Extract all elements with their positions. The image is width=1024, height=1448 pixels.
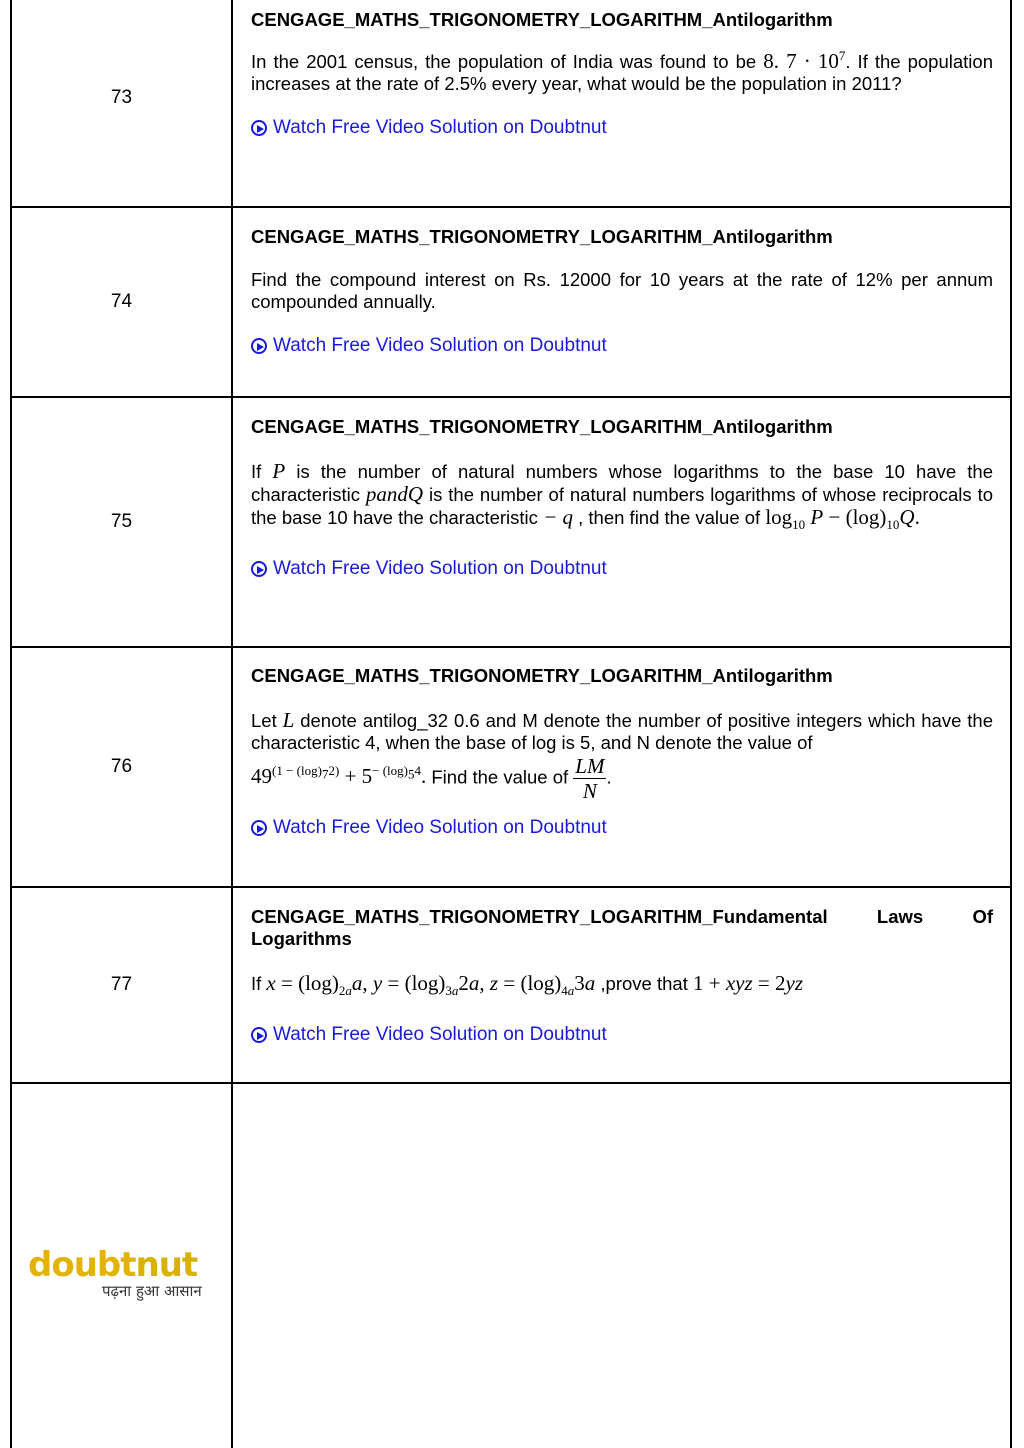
question-cell xyxy=(251,665,993,839)
topic-title: CENGAGE_MATHS_TRIGONOMETRY_LOGARITHM_Antilogarithm xyxy=(251,9,833,30)
play-icon xyxy=(251,820,267,836)
topic-title: CENGAGE_MATHS_TRIGONOMETRY_LOGARITHM_Antilogarithm xyxy=(251,226,833,247)
topic-title: CENGAGE_MATHS_TRIGONOMETRY_LOGARITHM_Antilogarithm xyxy=(251,416,833,437)
logo-tagline: पढ़ना हुआ आसान xyxy=(102,1282,202,1300)
play-icon xyxy=(251,120,267,136)
math-expression: $\log_{10} P - (\log)_{10}Q$. xyxy=(765,505,920,533)
question-number: 76 xyxy=(110,756,133,777)
video-solution-link[interactable]: Watch Free Video Solution on Doubtnut xyxy=(251,558,993,580)
question-text: Let L denote antilog_32 0.6 and M denote the number of positive integers which have the characteristic 4, when the base of log is 5, and N denote the value of $49^{(1 - (log)_72)} + 5^{- (log)_54}$. Find the value of $\frac{LM}{N}$ . xyxy=(251,708,994,803)
row-divider xyxy=(10,1082,1012,1084)
question-cell xyxy=(251,9,993,139)
topic-title: CENGAGE_MATHS_TRIGONOMETRY_LOGARITHM_Antilogarithm xyxy=(251,665,833,686)
question-number: 77 xyxy=(110,974,133,995)
question-text: If $x = (\log)_{2a}a$, $y = (\log)_{3a}2a$, $z = (\log)_{4a}3a$ ,prove that 1 + xyz = 2yz xyxy=(251,971,803,999)
question-cell xyxy=(251,906,993,1046)
question-number: 75 xyxy=(110,511,133,532)
question-text: If P is the number of natural numbers whose logarithms to the base 10 have the characteristic pandQ is the number of natural numbers logarithms of whose reciprocals to the base 10 have the characteristic − q , then find the value of $\log_{10} P - (\log)_{10}Q$. xyxy=(251,459,994,533)
question-number: 74 xyxy=(110,291,133,312)
topic-title: CENGAGE_MATHS_TRIGONOMETRY_LOGARITHM_Fundamental Laws Of Logarithms xyxy=(251,906,993,949)
row-divider xyxy=(10,646,1012,648)
question-number: 73 xyxy=(110,87,133,108)
question-cell xyxy=(251,416,993,580)
column-divider xyxy=(231,0,233,1448)
row-divider xyxy=(10,886,1012,888)
question-text: In the 2001 census, the population of India was found to be 8. $7 \cdot 10^7$. If the population increases at the rate of 2.5% every year, what would be the population in 2011? xyxy=(251,48,993,94)
math-expression: 8. $7 \cdot 10^7$ xyxy=(763,48,846,73)
play-icon xyxy=(251,561,267,577)
doubtnut-logo xyxy=(28,1245,218,1301)
math-expression: $49^{(1 - (log)_72)} + 5^{- (log)_54}$. xyxy=(251,763,427,789)
video-solution-link[interactable]: Watch Free Video Solution on Doubtnut xyxy=(251,335,993,357)
row-divider xyxy=(10,206,1012,208)
play-icon xyxy=(251,1027,267,1043)
logo-wordmark: doubtnut xyxy=(28,1245,198,1285)
play-icon xyxy=(251,338,267,354)
math-expression: $x = (\log)_{2a}a$, $y = (\log)_{3a}2a$, $z = (\log)_{4a}3a$ xyxy=(266,971,596,999)
math-expression: 1 + xyz = 2yz xyxy=(692,971,803,995)
question-text: Find the compound interest on Rs. 12000 for 10 years at the rate of 12% per annum compounded annually. xyxy=(251,269,993,312)
video-solution-link[interactable]: Watch Free Video Solution on Doubtnut xyxy=(251,117,993,139)
video-solution-link[interactable]: Watch Free Video Solution on Doubtnut xyxy=(251,817,993,839)
video-solution-link[interactable]: Watch Free Video Solution on Doubtnut xyxy=(251,1024,993,1046)
fraction: $\frac{LM}{N}$ xyxy=(575,754,605,803)
question-cell xyxy=(251,226,993,357)
row-divider xyxy=(10,396,1012,398)
